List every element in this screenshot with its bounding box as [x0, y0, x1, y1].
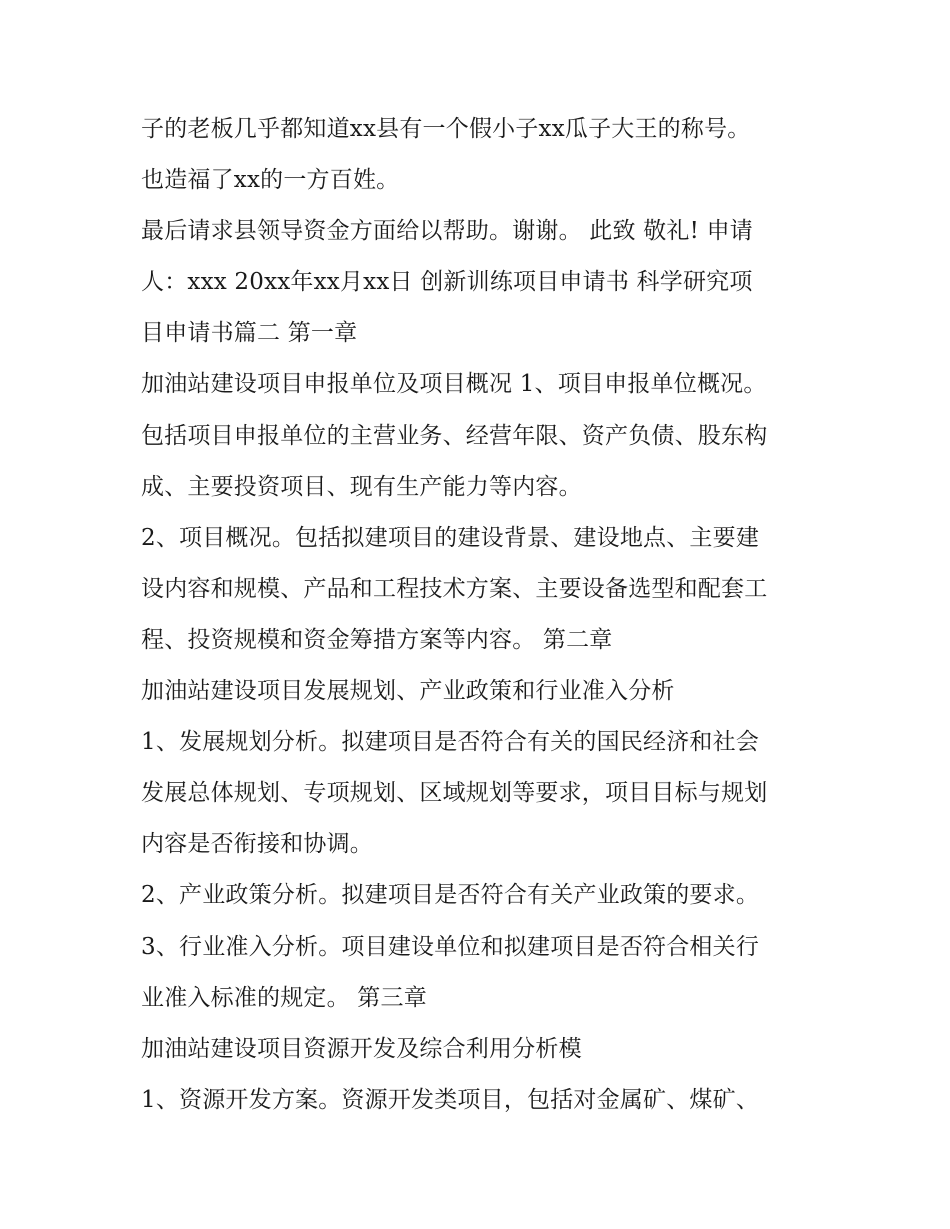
text-line: 加油站建设项目资源开发及综合利用分析模: [141, 1035, 582, 1062]
text-line: 加油站建设项目申报单位及项目概况 1、项目申报单位概况。: [141, 371, 767, 398]
text-line: 成、主要投资项目、现有生产能力等内容。: [141, 473, 582, 500]
text-line: 3、行业准入分析。项目建设单位和拟建项目是否符合相关行: [141, 933, 760, 960]
text-line: 1、资源开发方案。资源开发类项目，包括对金属矿、煤矿、: [141, 1086, 760, 1113]
text-line: 业准入标准的规定。 第三章: [141, 984, 427, 1011]
text-line: 人：xxx 20xx年xx月xx日 创新训练项目申请书 科学研究项: [141, 269, 753, 296]
text-line: 加油站建设项目发展规划、产业政策和行业准入分析: [141, 678, 675, 705]
text-line: 包括项目申报单位的主营业务、经营年限、资产负债、股东构: [141, 422, 768, 449]
text-line: 也造福了xx的一方百姓。: [141, 167, 400, 194]
text-line: 子的老板几乎都知道xx县有一个假小子xx瓜子大王的称号。: [141, 116, 751, 142]
text-line: 1、发展规划分析。拟建项目是否符合有关的国民经济和社会: [141, 729, 760, 756]
text-line: 内容是否衔接和协调。: [141, 831, 373, 858]
text-line: 最后请求县领导资金方面给以帮助。谢谢。 此致 敬礼! 申请: [141, 218, 753, 245]
text-line: 2、产业政策分析。拟建项目是否符合有关产业政策的要求。: [141, 882, 760, 909]
text-line: 目申请书篇二 第一章: [141, 320, 358, 347]
text-line: 程、投资规模和资金筹措方案等内容。 第二章: [141, 626, 613, 653]
text-line: 2、项目概况。包括拟建项目的建设背景、建设地点、主要建: [141, 524, 760, 551]
document-body-text: [141, 104, 831, 1126]
text-line: 发展总体规划、专项规划、区域规划等要求，项目目标与规划: [141, 780, 768, 807]
text-line: 设内容和规模、产品和工程技术方案、主要设备选型和配套工: [141, 575, 768, 602]
